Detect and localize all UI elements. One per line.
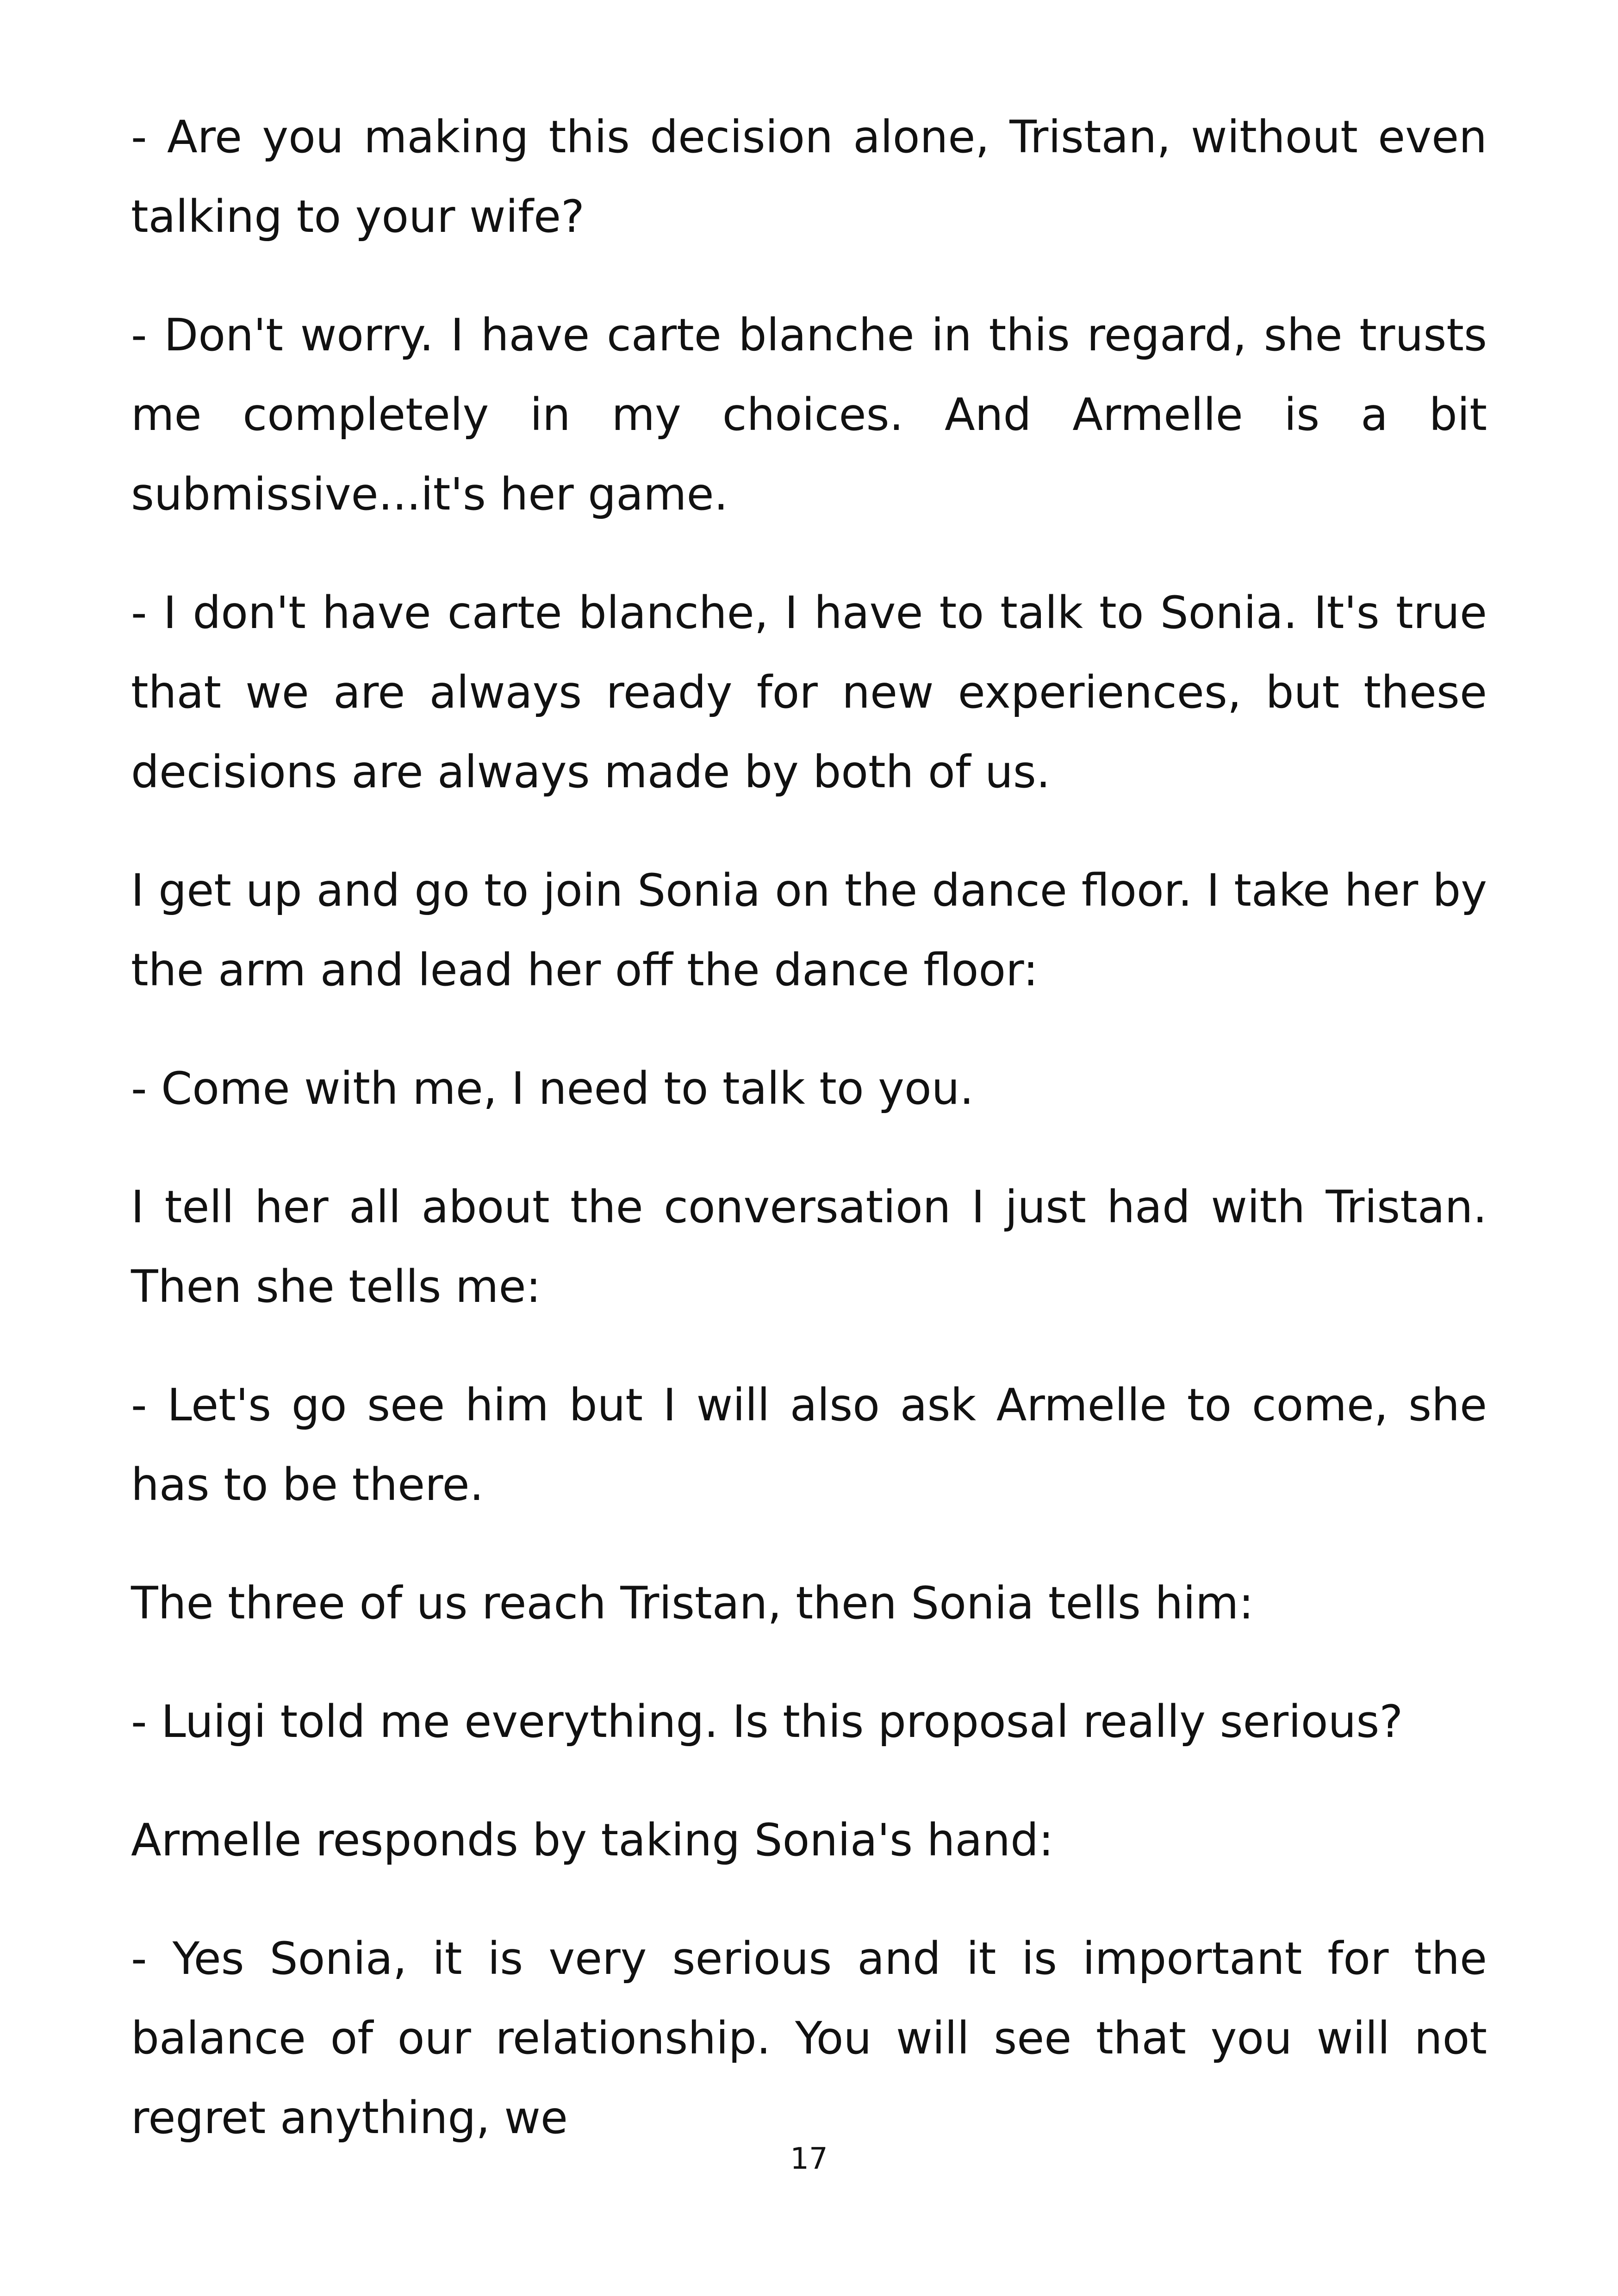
paragraph: - Let's go see him but I will also ask Armelle to come, she has to be there. <box>131 1379 1487 1511</box>
paragraph: I get up and go to join Sonia on the dance floor. I take her by the arm and lead her off the dance floor: <box>131 865 1487 996</box>
body-text <box>131 97 1487 2196</box>
page-number: 17 <box>790 2142 828 2176</box>
paragraph: The three of us reach Tristan, then Sonia tells him: <box>131 1577 1254 1629</box>
paragraph: - Are you making this decision alone, Tristan, without even talking to your wife? <box>131 111 1487 243</box>
paragraph: - Yes Sonia, it is very serious and it is important for the balance of our relationship. You will see that you will not regret anything, we <box>131 1933 1487 2144</box>
paragraph: - Luigi told me everything. Is this proposal really serious? <box>131 1696 1403 1748</box>
paragraph: - Don't worry. I have carte blanche in this regard, she trusts me completely in my choices. And Armelle is a bit submissive...it's her game. <box>131 309 1487 520</box>
paragraph: - Come with me, I need to talk to you. <box>131 1063 974 1114</box>
paragraph: - I don't have carte blanche, I have to talk to Sonia. It's true that we are always ready for new experiences, but these decisions are always made by both of us. <box>131 587 1487 798</box>
paragraph: Armelle responds by taking Sonia's hand: <box>131 1814 1054 1866</box>
paragraph: I tell her all about the conversation I just had with Tristan. Then she tells me: <box>131 1181 1487 1313</box>
